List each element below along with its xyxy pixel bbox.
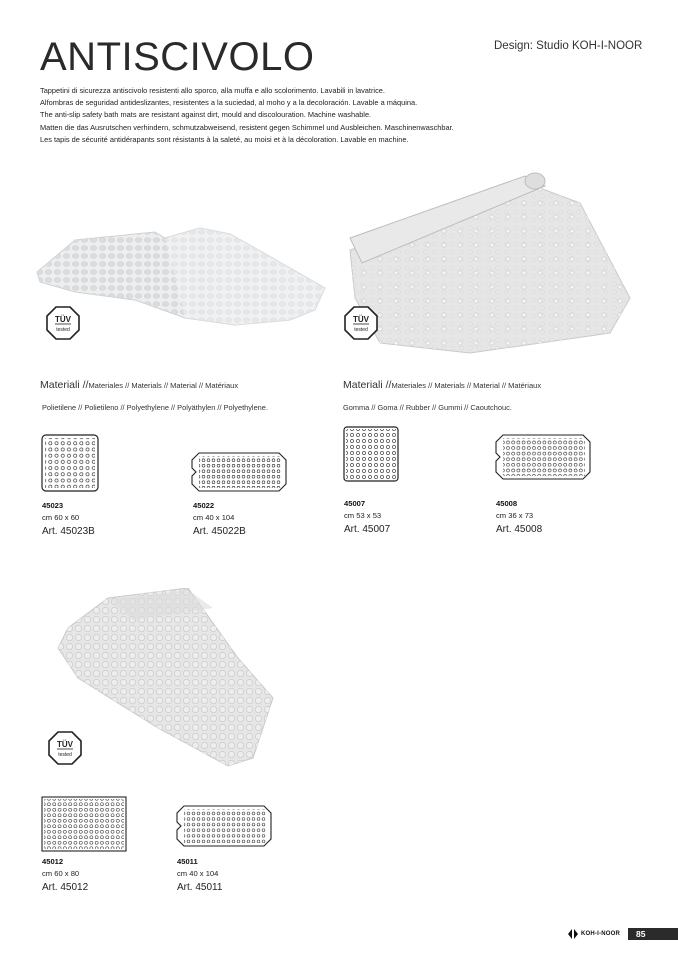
materials-heading: Materiali //Materiales // Materials // Material // Matériaux [40,379,239,391]
product-code: 45011 [177,857,198,866]
footer-brand-name: KOH-I-NOOR [581,931,620,937]
product-photo-rubber-mat [340,168,640,358]
product-45007 [344,499,390,535]
intro-line-it: Tappetini di sicurezza antiscivolo resistenti allo sporco, alla muffa e allo scolorimento. Lavabili in lavatrice. [40,86,385,95]
product-size: cm 40 x 104 [177,869,219,878]
product-45008 [496,499,542,535]
diagram-square-mat [343,426,399,482]
product-code: 45008 [496,499,518,508]
diagram-rectangular-mat [41,796,127,852]
diagram-long-mat [176,805,272,847]
product-article: Art. 45023B [42,526,95,537]
designer-credit: Design: Studio KOH-I-NOOR [494,40,643,52]
product-article: Art. 45008 [496,524,543,535]
product-article: Art. 45012 [42,882,89,893]
page-number: 85 [636,929,646,939]
product-45022 [193,501,246,537]
materials-text: Gomma // Goma // Rubber // Gummi // Caoutchouc. [343,403,512,412]
product-size: cm 40 x 104 [193,513,235,522]
footer-brand [568,929,620,939]
diagram-long-mat [191,452,287,492]
page-title: ANTISCIVOLO [40,35,315,79]
tuv-tested-icon [48,731,82,765]
intro-line-es: Alfombras de seguridad antideslizantes, resistentes a la suciedad, al moho y a la decoloración. Lavable a máquina. [40,98,418,108]
tuv-tested-icon [344,306,378,340]
intro-text [40,85,640,146]
intro-line-en: The anti-slip safety bath mats are resistant against dirt, mould and discolouration. Machine washable. [40,110,372,120]
product-code: 45007 [344,499,366,508]
product-article: Art. 45011 [177,882,223,893]
diagram-long-mat [495,434,591,480]
product-article: Art. 45007 [344,524,391,535]
product-45011 [177,857,222,893]
svg-text:tested: tested [58,752,72,758]
product-code: 45022 [193,501,215,510]
svg-text:TÜV: TÜV [55,315,71,324]
svg-text:tested: tested [354,327,368,333]
diagram-square-mat [41,434,99,492]
brand-logo-icon [568,929,578,939]
materials-text: Polietilene // Polietileno // Polyethylene // Polyäthylen // Polyethylene. [42,403,268,412]
svg-text:TÜV: TÜV [57,740,73,749]
product-size: cm 53 x 53 [344,511,382,520]
product-code: 45012 [42,857,64,866]
tuv-tested-icon [46,306,80,340]
product-code: 45023 [42,501,64,510]
page-number-box [628,928,678,940]
svg-text:tested: tested [56,327,70,333]
product-45012 [42,857,88,893]
product-size: cm 60 x 60 [42,513,80,522]
product-photo-polyethylene-mat [35,220,335,350]
intro-line-de: Matten die das Ausrutschen verhindern, schmutzabweisend, resistent gegen Schimmel und Ausbleichen. Maschinenwaschbar. [40,122,454,132]
intro-line-fr: Les tapis de sécurité antidérapants sont résistants à la saleté, au moisi et à la décoloration. Lavable en machine. [40,134,409,144]
materials-heading: Materiali //Materiales // Materials // Material // Matériaux [343,379,542,391]
product-article: Art. 45022B [193,526,246,537]
product-45023 [42,501,95,537]
svg-text:TÜV: TÜV [353,315,369,324]
product-size: cm 60 x 80 [42,869,80,878]
product-size: cm 36 x 73 [496,511,534,520]
